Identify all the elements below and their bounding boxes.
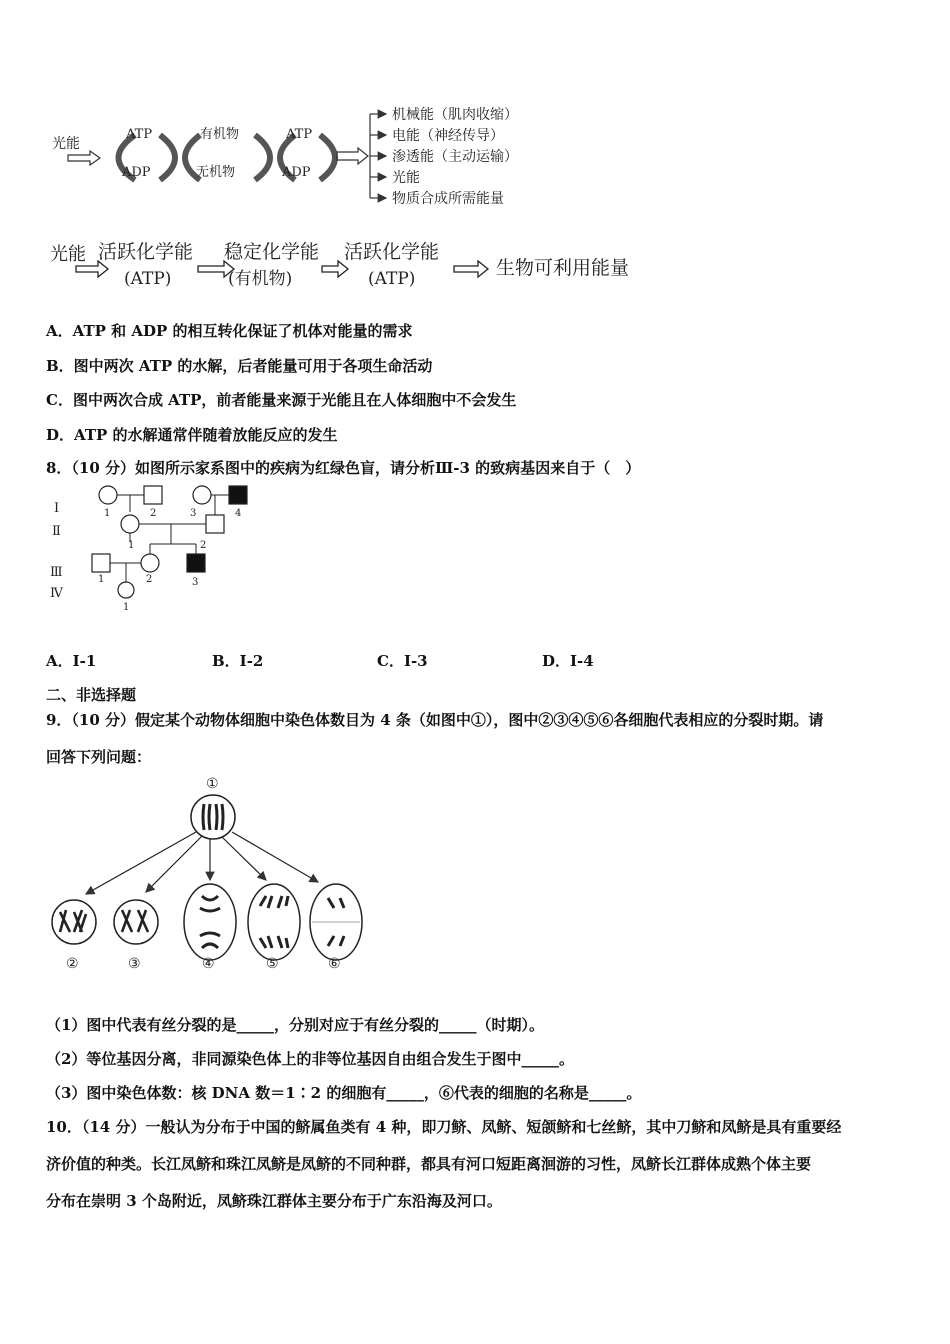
pedigree-I-1: [99, 486, 117, 504]
pedigree-num-I-2: 2: [150, 508, 157, 519]
pedigree-I-2: [144, 486, 162, 504]
atp-label-2: ATP: [286, 127, 313, 142]
pedigree-num-I-1: 1: [104, 508, 111, 519]
cell-label-3: ③: [128, 956, 141, 972]
pedigree-num-III-1: 1: [98, 574, 105, 585]
output-osmotic: 渗透能（主动运输）: [392, 149, 518, 165]
output-mechanical: 机械能（肌肉收缩）: [392, 107, 518, 123]
cell-label-1: ①: [206, 776, 219, 792]
pedigree-num-II-1: 1: [128, 540, 135, 551]
q7-option-d: D．ATP 的水解通常伴随着放能反应的发生: [46, 426, 338, 444]
light-energy-label: 光能: [52, 136, 80, 152]
output-synthesis: 物质合成所需能量: [392, 191, 504, 207]
q10-line2: 济价值的种类。长江凤鲚和珠江凤鲚是凤鲚的不同种群，都具有河口短距离洄游的习性，凤鲚长江群体成熟个体主要: [46, 1155, 812, 1173]
flow-step2: 稳定化学能: [224, 241, 320, 263]
pedigree-II-1: [121, 515, 139, 533]
cell-1: [191, 795, 235, 839]
q9-sub2: （2）等位基因分离，非同源染色体上的非等位基因自由组合发生于图中_____。: [46, 1050, 574, 1068]
cell-5: [248, 884, 300, 960]
energy-flow-diagram: [46, 232, 666, 302]
flow-step2-sub: (有机物): [228, 269, 293, 289]
output-light: 光能: [392, 170, 420, 186]
q7-option-b: B．图中两次 ATP 的水解，后者能量可用于各项生命活动: [46, 357, 433, 375]
organic-label: 有机物: [200, 127, 240, 142]
pedigree-III-2: [141, 554, 159, 572]
pedigree-num-I-3: 3: [190, 508, 197, 519]
cell-label-2: ②: [66, 956, 79, 972]
cell-label-5: ⑤: [266, 956, 279, 972]
gen-label-1: Ⅰ: [54, 501, 60, 516]
inorganic-label: 无机物: [196, 165, 236, 180]
adp-label-2: ADP: [282, 165, 311, 180]
q8-stem: 8．（10 分）如图所示家系图中的疾病为红绿色盲，请分析Ⅲ-3 的致病基因来自于（ ）: [46, 459, 641, 477]
cell-2: [52, 900, 96, 944]
pedigree-num-III-3: 3: [192, 577, 199, 588]
pedigree-num-I-4: 4: [235, 508, 242, 519]
q7-option-c: C．图中两次合成 ATP，前者能量来源于光能且在人体细胞中不会发生: [46, 391, 517, 409]
pedigree-num-IV-1: 1: [123, 602, 130, 613]
gen-label-3: Ⅲ: [50, 565, 63, 580]
section-heading: 二、非选择题: [46, 686, 137, 704]
atp-cycle-diagram: [40, 100, 560, 215]
atp-label-1: ATP: [126, 127, 153, 142]
cell-3: [114, 900, 158, 944]
output-electrical: 电能（神经传导）: [392, 128, 504, 144]
cell-label-6: ⑥: [328, 956, 341, 972]
q10-line1: 10．（14 分）一般认为分布于中国的鲚属鱼类有 4 种，即刀鲚、凤鲚、短颌鲚和七丝鲚，其中刀鲚和凤鲚是具有重要经: [46, 1118, 842, 1136]
pedigree-III-3: [187, 554, 205, 572]
pedigree-I-3: [193, 486, 211, 504]
cell-4: [184, 884, 236, 960]
pedigree-IV-1: [118, 582, 134, 598]
q9-stem-line2: 回答下列问题：: [46, 748, 152, 766]
q9-sub1: （1）图中代表有丝分裂的是_____，分别对应于有丝分裂的_____（时期）。: [46, 1016, 544, 1034]
q8-option-a: A．Ⅰ-1: [46, 652, 97, 670]
flow-step1-sub: (ATP): [124, 269, 172, 289]
q10-line3: 分布在崇明 3 个岛附近，凤鲚珠江群体主要分布于广东沿海及河口。: [46, 1192, 502, 1210]
pedigree-num-III-2: 2: [146, 574, 153, 585]
pedigree-chart: [46, 482, 276, 617]
pedigree-II-2: [206, 515, 224, 533]
flow-step1: 活跃化学能: [98, 241, 194, 263]
pedigree-III-1: [92, 554, 110, 572]
q7-option-a: A．ATP 和 ADP 的相互转化保证了机体对能量的需求: [46, 322, 413, 340]
flow-step3: 活跃化学能: [344, 241, 440, 263]
q8-option-d: D．Ⅰ-4: [542, 652, 594, 670]
q9-stem-line1: 9．（10 分）假定某个动物体细胞中染色体数目为 4 条（如图中①），图中②③④⑤⑥各细胞代表相应的分裂时期。请: [46, 711, 824, 729]
q8-option-c: C．Ⅰ-3: [377, 652, 428, 670]
gen-label-4: Ⅳ: [50, 586, 63, 601]
gen-label-2: Ⅱ: [52, 524, 61, 539]
pedigree-I-4: [229, 486, 247, 504]
cell-division-diagram: [46, 772, 366, 972]
q8-option-b: B．Ⅰ-2: [212, 652, 264, 670]
adp-label-1: ADP: [122, 165, 151, 180]
flow-result: 生物可利用能量: [496, 257, 630, 279]
q9-sub3: （3）图中染色体数：核 DNA 数＝1∶2 的细胞有_____，⑥代表的细胞的名称是_____。: [46, 1084, 642, 1102]
pedigree-num-II-2: 2: [200, 540, 207, 551]
cell-label-4: ④: [202, 956, 215, 972]
flow-light-label: 光能: [50, 244, 86, 265]
flow-step3-sub: (ATP): [368, 269, 416, 289]
